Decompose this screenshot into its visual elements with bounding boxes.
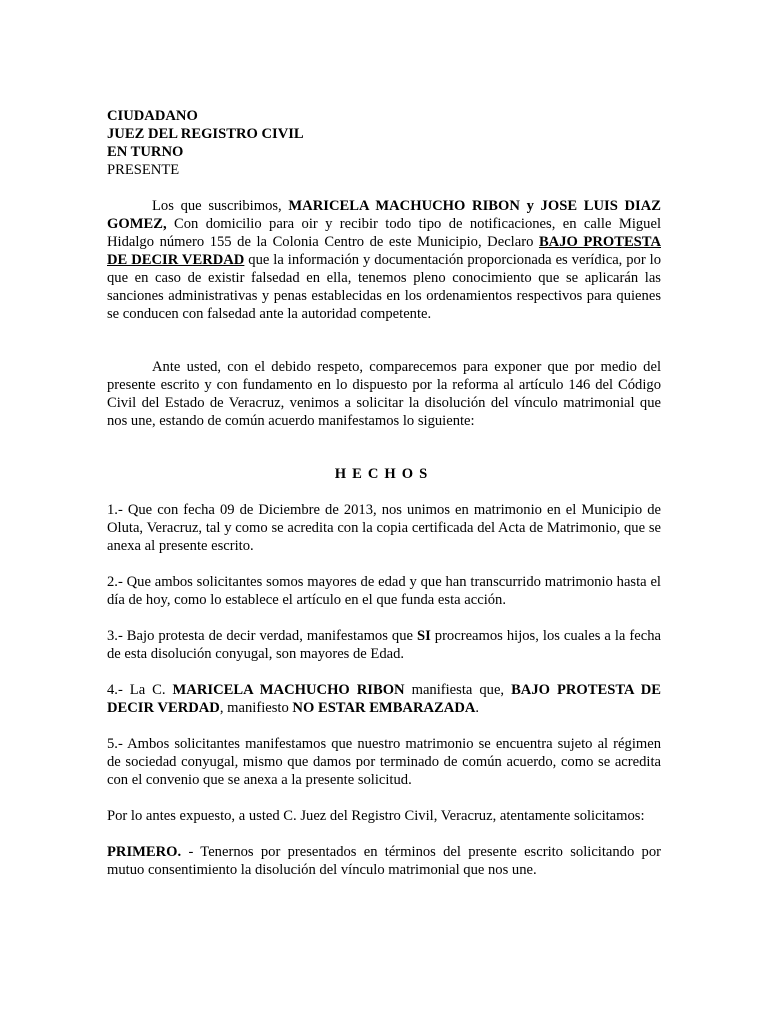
addressee-line-1: CIUDADANO [107,108,198,124]
intro-text-2: Con domicilio para oir y recibir todo tipo de notificaciones, en calle Miguel Hidalgo número 155 de la Colonia Centro de este Municipio, Declaro [107,216,661,250]
fact-4-text-1: 4.- La C. [107,682,173,698]
fact-2: 2.- Que ambos solicitantes somos mayores de edad y que han transcurrido matrimonio hasta el día de hoy, como lo establece el artículo en el que funda esta acción. [107,574,661,608]
primero-paragraph [107,843,661,879]
fact-4-text-4: . [475,700,480,716]
intro-text-1: Los que suscribimos, [152,198,289,214]
fact-4-no-estar: NO ESTAR EMBARAZADA [292,700,476,716]
intro-text-3: que la información y documentación proporcionada es verídica, por lo que en caso de existir falsedad en ella, tenemos pleno conocimiento que se aplicarán las sanciones administrativas y penas establecidas en los ordenamientos respectivos para quienes se conducen con falsedad ante la autoridad competente. [107,252,661,322]
primero-label: PRIMERO. [107,844,182,860]
petition-paragraph: Ante usted, con el debido respeto, comparecemos para exponer que por medio del presente escrito y con fundamento en lo dispuesto por la reforma al artículo 146 del Código Civil del Estado de Veracruz, venimos a solicitar la disolución del vínculo matrimonial que nos une, estando de común acuerdo manifestamos lo siguiente: [107,359,661,429]
request-paragraph: Por lo antes expuesto, a usted C. Juez del Registro Civil, Veracruz, atentamente solicitamos: [107,808,645,824]
fact-4 [107,681,661,717]
fact-3 [107,627,661,663]
primero-text: - Tenernos por presentados en términos del presente escrito solicitando por mutuo consentimiento la disolución del vínculo matrimonial que nos une. [107,844,661,878]
facts-heading: HECHOS [334,466,434,482]
addressee-line-3: EN TURNO [107,144,184,160]
intro-paragraph [107,197,661,323]
fact-4-protest: BAJO PROTESTA DE DECIR VERDAD [107,682,661,716]
fact-4-text-2: manifiesta que, [404,682,512,698]
protest-phrase: BAJO PROTESTA DE DECIR VERDAD [107,234,661,268]
fact-3-text-2: procreamos hijos, los cuales a la fecha de esta disolución conyugal, son mayores de Edad. [107,628,661,662]
fact-1: 1.- Que con fecha 09 de Diciembre de 2013, nos unimos en matrimonio en el Municipio de Oluta, Veracruz, tal y como se acredita con la copia certificada del Acta de Matrimonio, que se anexa al presente escrito. [107,502,661,554]
addressee-block [107,107,661,179]
applicant-names: MARICELA MACHUCHO RIBON y JOSE LUIS DIAZ GOMEZ, [107,198,661,232]
fact-3-text-1: 3.- Bajo protesta de decir verdad, manifestamos que [107,628,417,644]
fact-3-si: SI [416,628,431,644]
addressee-line-2: JUEZ DEL REGISTRO CIVIL [107,126,304,142]
fact-4-name: MARICELA MACHUCHO RIBON [172,682,405,698]
addressee-line-4: PRESENTE [107,162,180,178]
fact-4-text-3: , manifiesto [219,700,293,716]
fact-5: 5.- Ambos solicitantes manifestamos que nuestro matrimonio se encuentra sujeto al régimen de sociedad conyugal, mismo que damos por terminado de común acuerdo, como se acredita con el convenio que se anexa a la presente solicitud. [107,736,661,788]
